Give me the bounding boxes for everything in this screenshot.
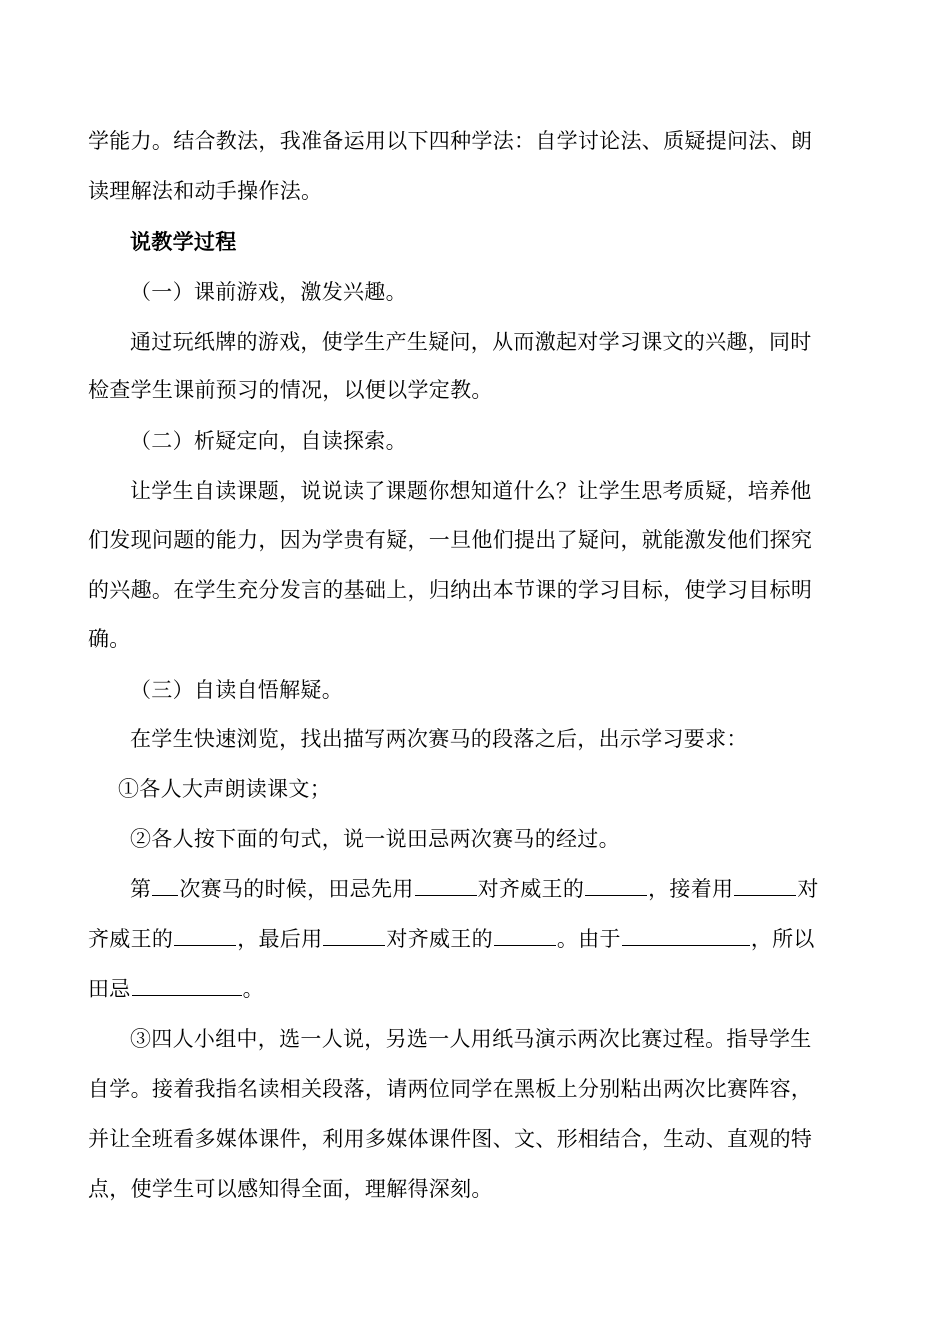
template-text: 田忌 — [88, 977, 131, 1001]
paragraph-line: 读理解法和动手操作法。 — [88, 179, 323, 203]
paragraph-line: 学能力。结合教法，我准备运用以下四种学法：自学讨论法、质疑提问法、朗 — [88, 129, 813, 153]
paragraph-line: 点，使学生可以感知得全面，理解得深刻。 — [88, 1177, 493, 1201]
fill-blank-line — [130, 875, 819, 903]
fill-blank-line — [88, 925, 815, 953]
blank-underline — [174, 927, 236, 946]
template-text: 对齐威王的 — [477, 877, 585, 901]
blank-underline — [494, 927, 556, 946]
template-text: 次赛马的时候，田忌先用 — [179, 877, 414, 901]
paragraph-line: 们发现问题的能力，因为学贵有疑，一旦他们提出了疑问，就能激发他们探究 — [88, 528, 813, 552]
template-text: 对齐威王的 — [386, 927, 493, 951]
blank-underline — [734, 877, 796, 896]
template-text: ，接着用 — [648, 877, 734, 901]
blank-underline — [585, 877, 647, 896]
template-text: 对 — [797, 877, 819, 901]
section-heading: 说教学过程 — [130, 229, 237, 254]
blank-underline — [622, 927, 750, 946]
paragraph-line: 自学。接着我指名读相关段落，请两位同学在黑板上分别粘出两次比赛阵容， — [88, 1077, 813, 1101]
template-text: ，所以 — [750, 927, 815, 951]
template-text: ，最后用 — [237, 927, 323, 951]
blank-underline — [132, 977, 242, 996]
template-text: 。由于 — [556, 927, 621, 951]
paragraph-line: 在学生快速浏览，找出描写两次赛马的段落之后，出示学习要求： — [130, 727, 748, 751]
list-item: ②各人按下面的句式，说一说田忌两次赛马的经过。 — [130, 827, 620, 851]
paragraph-line: 的兴趣。在学生充分发言的基础上，归纳出本节课的学习目标，使学习目标明 — [88, 578, 813, 602]
template-text: 。 — [242, 977, 264, 1001]
subsection-heading: （三）自读自悟解疑。 — [130, 678, 343, 702]
paragraph-line: 检查学生课前预习的情况，以便以学定教。 — [88, 378, 493, 402]
template-text: 第 — [130, 877, 152, 901]
subsection-heading: （一）课前游戏，激发兴趣。 — [130, 280, 407, 304]
blank-underline — [323, 927, 385, 946]
subsection-heading: （二）析疑定向，自读探索。 — [130, 429, 407, 453]
paragraph-line: 确。 — [88, 627, 131, 651]
blank-underline — [152, 877, 178, 896]
blank-underline — [415, 877, 477, 896]
list-item: ①各人大声朗读课文； — [118, 777, 331, 801]
template-text: 齐威王的 — [88, 927, 174, 951]
paragraph-line: ③四人小组中，选一人说，另选一人用纸马演示两次比赛过程。指导学生 — [130, 1027, 812, 1051]
paragraph-line: 通过玩纸牌的游戏，使学生产生疑问，从而激起对学习课文的兴趣，同时 — [130, 330, 812, 354]
paragraph-line: 并让全班看多媒体课件，利用多媒体课件图、文、形相结合，生动、直观的特 — [88, 1127, 813, 1151]
paragraph-line: 让学生自读课题，说说读了课题你想知道什么？让学生思考质疑，培养他 — [130, 479, 812, 503]
fill-blank-line — [88, 975, 264, 1003]
